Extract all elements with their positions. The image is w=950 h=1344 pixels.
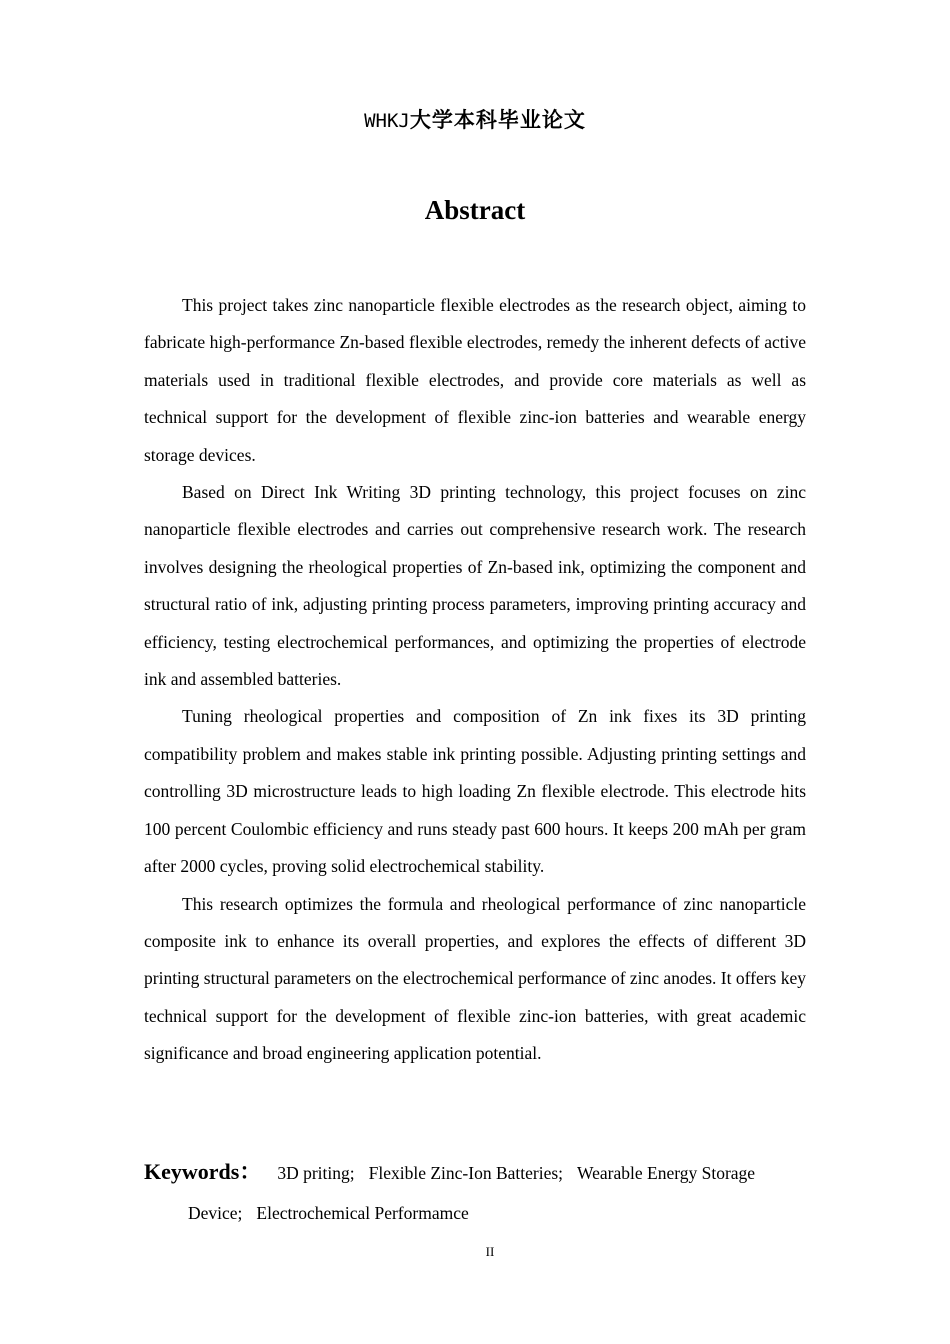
page-number: II (485, 1244, 495, 1259)
keyword: Flexible Zinc-Ion Batteries; (368, 1163, 564, 1183)
keywords-line (144, 1193, 806, 1233)
header-cjk: 大学本科毕业论文 (409, 108, 586, 132)
keywords-line (144, 1152, 806, 1193)
keyword: 3D priting; (277, 1163, 355, 1183)
header-latin: WHKJ (364, 110, 410, 132)
keyword: Wearable Energy Storage (577, 1163, 756, 1183)
page-title: Abstract (424, 195, 526, 225)
paragraph: This research optimizes the formula and rheological performance of zinc nanoparticle composite ink to enhance its overall properties, and explores the effects of different 3D printing structural parameters on the electrochemical performance of zinc anodes. It offers key technical support for the development of flexible zinc-ion batteries, with great academic significance and broad engineering application potential. (144, 893, 806, 1064)
keywords-section (144, 1152, 806, 1233)
keyword: Electrochemical Performamce (256, 1203, 469, 1223)
paragraph: This project takes zinc nanoparticle flexible electrodes as the research object, aiming to fabricate high-performance Zn-based flexible electrodes, remedy the inherent defects of active materials used in traditional flexible electrodes, and provide core materials as well as technical support for the development of flexible zinc-ion batteries and wearable energy storage devices. (144, 295, 806, 465)
keyword: Device; (188, 1203, 243, 1223)
paragraph: Tuning rheological properties and composition of Zn ink fixes its 3D printing compatibility problem and makes stable ink printing possible. Adjusting printing settings and controlling 3D microstructure leads to high loading Zn flexible electrode. This electrode hits 100 percent Coulombic efficiency and runs steady past 600 hours. It keeps 200 mAh per gram after 2000 cycles, proving solid electrochemical stability. (144, 706, 806, 877)
running-header (0, 104, 950, 134)
paragraph: Based on Direct Ink Writing 3D printing technology, this project focuses on zinc nanoparticle flexible electrodes and carries out comprehensive research work. The research involves designing the rheological properties of Zn-based ink, optimizing the component and structural ratio of ink, adjusting printing process parameters, improving printing accuracy and efficiency, testing electrochemical performances, and optimizing the properties of electrode ink and assembled batteries. (144, 482, 806, 690)
keywords-label: Keywords： (144, 1159, 262, 1184)
abstract-body (144, 287, 806, 1073)
